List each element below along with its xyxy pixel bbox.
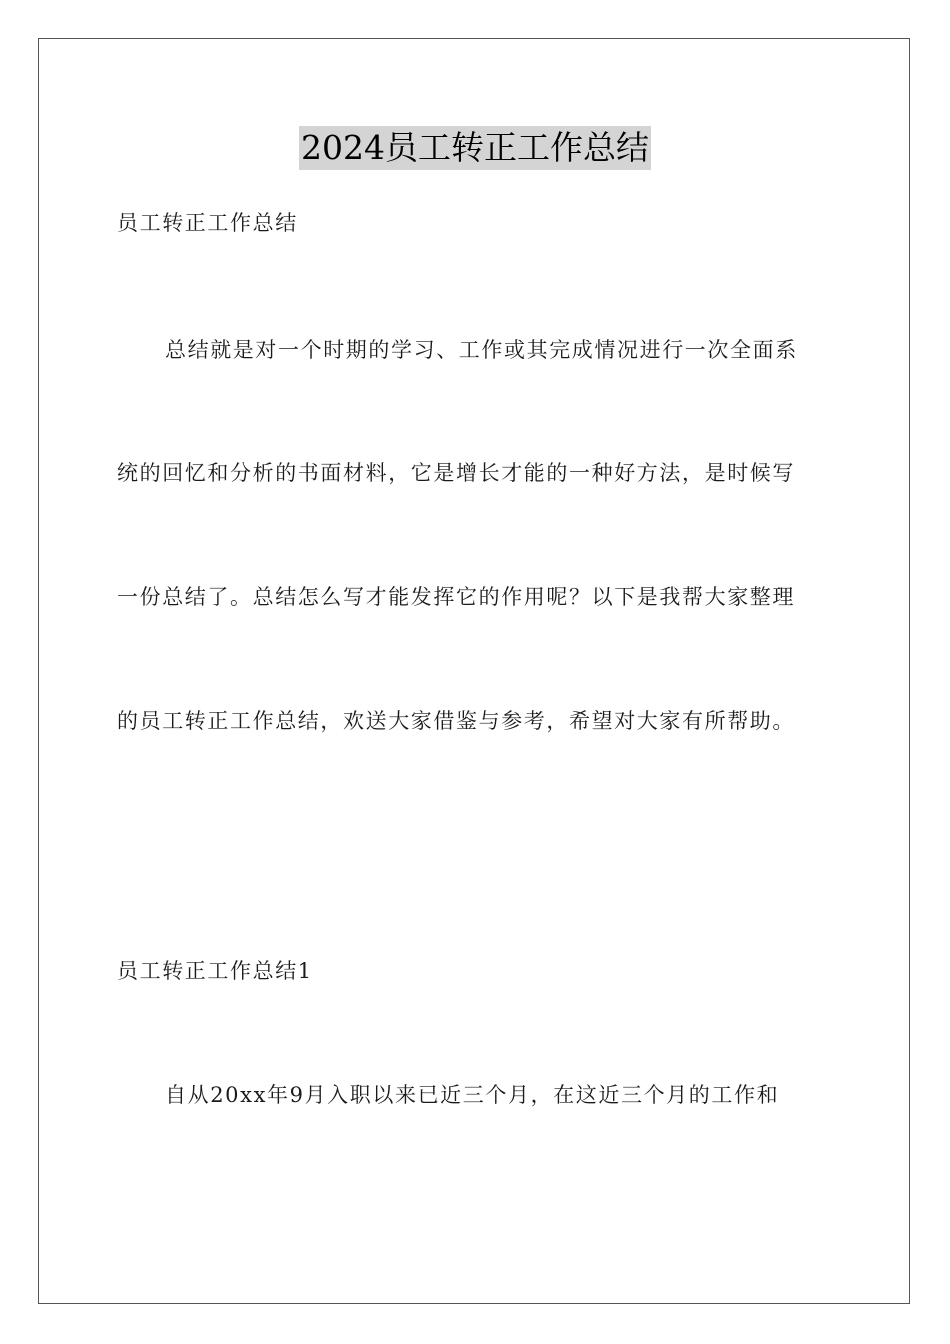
title-container [0,126,950,170]
intro-line-4: 的员工转正工作总结，欢送大家借鉴与参考，希望对大家有所帮助。 [117,709,795,733]
intro-line-1: 总结就是对一个时期的学习、工作或其完成情况进行一次全面系 [165,338,798,362]
document-subtitle: 员工转正工作总结 [117,211,298,235]
section-line-1: 自从20xx年9月入职以来已近三个月，在这近三个月的工作和 [165,1083,780,1107]
intro-line-3: 一份总结了。总结怎么写才能发挥它的作用呢？以下是我帮大家整理 [117,585,795,609]
intro-line-2: 统的回忆和分析的书面材料，它是增长才能的一种好方法，是时候写 [117,461,795,485]
section-heading: 员工转正工作总结1 [117,959,313,983]
document-title: 2024员工转正工作总结 [299,126,651,170]
